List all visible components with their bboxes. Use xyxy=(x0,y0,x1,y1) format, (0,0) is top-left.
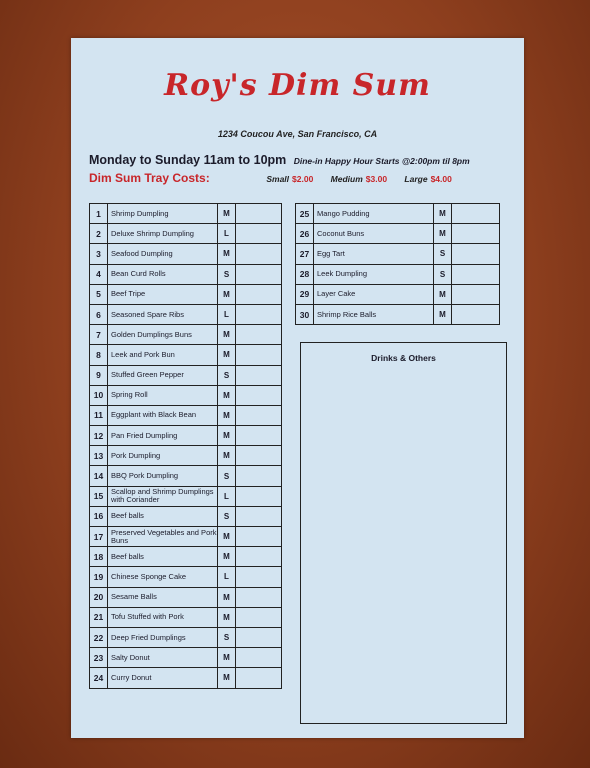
item-name: Deluxe Shrimp Dumpling xyxy=(108,224,218,244)
table-row xyxy=(90,486,282,506)
item-blank-cell xyxy=(236,345,282,365)
item-size: S xyxy=(218,365,236,385)
large-label: Large xyxy=(404,174,428,184)
item-number: 10 xyxy=(90,385,108,405)
item-size: M xyxy=(434,204,452,224)
item-number: 20 xyxy=(90,587,108,607)
tray-costs xyxy=(89,171,519,185)
medium-price: $3.00 xyxy=(365,174,388,184)
item-number: 19 xyxy=(90,567,108,587)
table-row xyxy=(90,204,282,224)
table-row xyxy=(90,385,282,405)
item-blank-cell xyxy=(452,244,500,264)
item-blank-cell xyxy=(236,405,282,425)
restaurant-title: Roy's Dim Sum xyxy=(164,68,431,103)
opening-hours: Monday to Sunday 11am to 10pm xyxy=(89,153,287,167)
tray-costs-label: Dim Sum Tray Costs: xyxy=(89,171,210,185)
item-size: M xyxy=(434,284,452,304)
item-number: 15 xyxy=(90,486,108,506)
item-size: M xyxy=(218,244,236,264)
table-row xyxy=(90,527,282,547)
table-row xyxy=(90,446,282,466)
table-row xyxy=(90,587,282,607)
item-size: S xyxy=(434,264,452,284)
item-number: 28 xyxy=(296,264,314,284)
drinks-title: Drinks & Others xyxy=(371,353,436,363)
table-row xyxy=(90,668,282,688)
table-row xyxy=(90,304,282,324)
table-row xyxy=(90,264,282,284)
table-row xyxy=(90,284,282,304)
table-row xyxy=(90,627,282,647)
table-row xyxy=(90,405,282,425)
item-number: 8 xyxy=(90,345,108,365)
restaurant-address: 1234 Coucou Ave, San Francisco, CA xyxy=(217,129,378,139)
item-number: 18 xyxy=(90,547,108,567)
table-row xyxy=(90,607,282,627)
item-name: Scallop and Shrimp Dumplings with Coriander xyxy=(108,486,218,506)
item-name: Chinese Sponge Cake xyxy=(108,567,218,587)
item-blank-cell xyxy=(452,264,500,284)
item-blank-cell xyxy=(236,668,282,688)
large-price: $4.00 xyxy=(430,174,452,184)
item-blank-cell xyxy=(236,224,282,244)
item-size: M xyxy=(434,224,452,244)
item-blank-cell xyxy=(236,527,282,547)
item-name: Salty Donut xyxy=(108,648,218,668)
table-row xyxy=(90,224,282,244)
item-number: 16 xyxy=(90,506,108,526)
item-size: M xyxy=(218,204,236,224)
item-number: 23 xyxy=(90,648,108,668)
item-number: 27 xyxy=(296,244,314,264)
item-size: S xyxy=(218,264,236,284)
item-size: M xyxy=(218,385,236,405)
item-number: 25 xyxy=(296,204,314,224)
table-row xyxy=(90,567,282,587)
item-blank-cell xyxy=(236,486,282,506)
item-size: S xyxy=(434,244,452,264)
item-number: 11 xyxy=(90,405,108,425)
item-number: 24 xyxy=(90,668,108,688)
happy-hour-note: Dine-in Happy Hour Starts @2:00pm til 8pm xyxy=(293,156,470,166)
item-name: Shrimp Dumpling xyxy=(108,204,218,224)
menu-board xyxy=(71,38,524,738)
item-blank-cell xyxy=(236,204,282,224)
item-number: 4 xyxy=(90,264,108,284)
table-row xyxy=(90,365,282,385)
item-blank-cell xyxy=(236,385,282,405)
item-size: S xyxy=(218,506,236,526)
item-name: Coconut Buns xyxy=(314,224,434,244)
item-size: M xyxy=(218,405,236,425)
medium-label: Medium xyxy=(330,174,363,184)
table-row xyxy=(90,244,282,264)
menu-table-right-body xyxy=(296,204,500,325)
item-number: 6 xyxy=(90,304,108,324)
item-size: M xyxy=(218,527,236,547)
table-row xyxy=(90,426,282,446)
item-blank-cell xyxy=(236,648,282,668)
item-name: Bean Curd Rolls xyxy=(108,264,218,284)
menu-table-left xyxy=(89,203,282,689)
table-row xyxy=(296,284,500,304)
item-size: L xyxy=(218,304,236,324)
item-name: Beef balls xyxy=(108,506,218,526)
item-size: M xyxy=(218,587,236,607)
drinks-panel xyxy=(300,342,507,724)
hours-line xyxy=(89,151,519,169)
item-number: 9 xyxy=(90,365,108,385)
item-number: 22 xyxy=(90,627,108,647)
table-row xyxy=(90,345,282,365)
menu-table-right xyxy=(295,203,500,325)
item-name: Seasoned Spare Ribs xyxy=(108,304,218,324)
table-row xyxy=(296,244,500,264)
item-number: 13 xyxy=(90,446,108,466)
item-size: M xyxy=(434,304,452,324)
item-name: Pork Dumpling xyxy=(108,446,218,466)
item-size: M xyxy=(218,607,236,627)
item-name: Eggplant with Black Bean xyxy=(108,405,218,425)
table-row xyxy=(90,466,282,486)
item-size: L xyxy=(218,567,236,587)
item-name: Stuffed Green Pepper xyxy=(108,365,218,385)
item-blank-cell xyxy=(236,304,282,324)
item-name: Spring Roll xyxy=(108,385,218,405)
item-name: Leek and Pork Bun xyxy=(108,345,218,365)
item-size: L xyxy=(218,224,236,244)
item-number: 7 xyxy=(90,325,108,345)
item-name: Deep Fried Dumplings xyxy=(108,627,218,647)
item-blank-cell xyxy=(236,567,282,587)
item-name: Layer Cake xyxy=(314,284,434,304)
item-name: Sesame Balls xyxy=(108,587,218,607)
item-blank-cell xyxy=(236,264,282,284)
item-blank-cell xyxy=(452,204,500,224)
item-size: S xyxy=(218,466,236,486)
item-size: M xyxy=(218,547,236,567)
item-name: Curry Donut xyxy=(108,668,218,688)
item-size: M xyxy=(218,426,236,446)
item-blank-cell xyxy=(236,244,282,264)
item-number: 5 xyxy=(90,284,108,304)
small-label: Small xyxy=(266,174,290,184)
item-number: 29 xyxy=(296,284,314,304)
item-size: S xyxy=(218,627,236,647)
table-row xyxy=(90,506,282,526)
table-row xyxy=(90,648,282,668)
table-row xyxy=(90,547,282,567)
table-row xyxy=(296,264,500,284)
item-size: M xyxy=(218,648,236,668)
item-size: L xyxy=(218,486,236,506)
item-blank-cell xyxy=(236,284,282,304)
item-name: Leek Dumpling xyxy=(314,264,434,284)
item-blank-cell xyxy=(236,446,282,466)
item-blank-cell xyxy=(236,426,282,446)
item-blank-cell xyxy=(452,224,500,244)
item-size: M xyxy=(218,284,236,304)
item-name: BBQ Pork Dumpling xyxy=(108,466,218,486)
item-blank-cell xyxy=(236,627,282,647)
item-blank-cell xyxy=(236,325,282,345)
item-number: 26 xyxy=(296,224,314,244)
table-row xyxy=(90,325,282,345)
item-size: M xyxy=(218,345,236,365)
item-name: Mango Pudding xyxy=(314,204,434,224)
item-name: Pan Fried Dumpling xyxy=(108,426,218,446)
table-row xyxy=(296,224,500,244)
item-number: 14 xyxy=(90,466,108,486)
item-number: 17 xyxy=(90,527,108,547)
item-name: Preserved Vegetables and Pork Buns xyxy=(108,527,218,547)
item-name: Shrimp Rice Balls xyxy=(314,304,434,324)
item-number: 3 xyxy=(90,244,108,264)
item-blank-cell xyxy=(236,547,282,567)
item-number: 30 xyxy=(296,304,314,324)
menu-table-left-body xyxy=(90,204,282,689)
item-number: 1 xyxy=(90,204,108,224)
table-row xyxy=(296,304,500,324)
item-blank-cell xyxy=(452,284,500,304)
item-blank-cell xyxy=(236,466,282,486)
item-blank-cell xyxy=(236,365,282,385)
item-name: Seafood Dumpling xyxy=(108,244,218,264)
item-size: M xyxy=(218,668,236,688)
item-blank-cell xyxy=(236,607,282,627)
item-name: Beef Tripe xyxy=(108,284,218,304)
item-name: Egg Tart xyxy=(314,244,434,264)
item-number: 2 xyxy=(90,224,108,244)
item-name: Golden Dumplings Buns xyxy=(108,325,218,345)
item-number: 21 xyxy=(90,607,108,627)
small-price: $2.00 xyxy=(292,174,314,184)
item-name: Beef balls xyxy=(108,547,218,567)
item-size: M xyxy=(218,446,236,466)
item-blank-cell xyxy=(236,587,282,607)
item-blank-cell xyxy=(452,304,500,324)
table-row xyxy=(296,204,500,224)
item-blank-cell xyxy=(236,506,282,526)
item-size: M xyxy=(218,325,236,345)
item-number: 12 xyxy=(90,426,108,446)
item-name: Tofu Stuffed with Pork xyxy=(108,607,218,627)
